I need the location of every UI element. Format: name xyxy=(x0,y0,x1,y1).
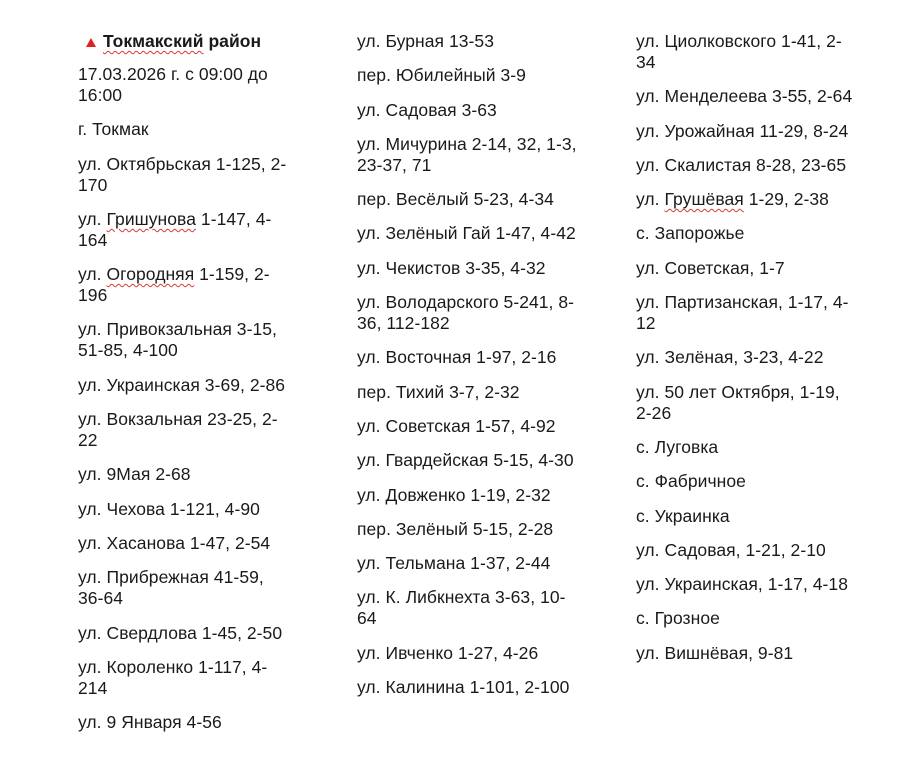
address-line: ул. Гвардейская 5-15, 4-30 xyxy=(357,450,574,471)
address-line: ул. Вокзальная 23-25, 2-22 xyxy=(78,409,278,451)
address-line: с. Фабричное xyxy=(636,471,746,492)
address-line: ул. Зелёная, 3-23, 4-22 xyxy=(636,347,824,368)
spellcheck-flagged-word: Грушёвая xyxy=(664,189,744,210)
address-line: ул. Партизанская, 1-17, 4-12 xyxy=(636,292,849,334)
address-prefix: ул. xyxy=(636,189,665,210)
address-line: ул. Хасанова 1-47, 2-54 xyxy=(78,532,271,553)
address-line: ул. Украинская 3-69, 2-86 xyxy=(78,374,286,395)
district-suffix: район xyxy=(203,31,262,51)
address-line: ул. Свердлова 1-45, 2-50 xyxy=(78,622,283,643)
address-prefix: ул. xyxy=(78,208,107,229)
address-column-1 xyxy=(78,31,308,746)
spellcheck-flagged-word: Огородняя xyxy=(106,264,195,285)
address-line: ул. Советская, 1-7 xyxy=(636,257,785,278)
address-line: пер. Тихий 3-7, 2-32 xyxy=(357,381,520,402)
address-numbers: 1-147, 4-164 xyxy=(78,208,272,250)
address-line: пер. Весёлый 5-23, 4-34 xyxy=(357,189,554,210)
address-line: ул. Скалистая 8-28, 23-65 xyxy=(636,154,847,175)
address-line: с. Луговка xyxy=(636,436,719,457)
address-line: ул. Циолковского 1-41, 2-34 xyxy=(636,31,842,72)
address-line: ул. Советская 1-57, 4-92 xyxy=(357,415,556,436)
address-numbers: 1-29, 2-38 xyxy=(743,189,829,210)
address-line: ул. Мичурина 2-14, 32, 1-3, 23-37, 71 xyxy=(357,133,577,175)
red-triangle-icon xyxy=(86,38,96,47)
address-line: ул. Тельмана 1-37, 2-44 xyxy=(357,553,551,574)
address-list-1 xyxy=(78,119,308,733)
address-line: ул. Вишнёвая, 9-81 xyxy=(636,642,794,663)
address-line: ул. Садовая, 1-21, 2-10 xyxy=(636,539,826,560)
address-line: с. Грозное xyxy=(636,608,720,629)
address-line: ул. Украинская, 1-17, 4-18 xyxy=(636,574,848,595)
address-line: ул. Октябрьская 1-125, 2-170 xyxy=(78,153,287,195)
spellcheck-flagged-word: Гришунова xyxy=(106,208,196,229)
address-line: пер. Юбилейный 3-9 xyxy=(357,65,526,86)
address-line: ул. Менделеева 3-55, 2-64 xyxy=(636,86,853,107)
address-line: ул. Привокзальная 3-15, 51-85, 4-100 xyxy=(78,319,277,361)
address-line: ул. Урожайная 11-29, 8-24 xyxy=(636,120,849,141)
address-line: ул. Чехова 1-121, 4-90 xyxy=(78,498,260,519)
address-line: ул. Калинина 1-101, 2-100 xyxy=(357,677,570,698)
address-list-2 xyxy=(357,31,587,698)
address-line: ул. Чекистов 3-35, 4-32 xyxy=(357,257,546,278)
address-column-3 xyxy=(636,31,866,677)
address-line xyxy=(78,264,293,306)
address-list-3 xyxy=(636,31,866,664)
address-line: ул. 50 лет Октября, 1-19, 2-26 xyxy=(636,381,840,423)
address-prefix: ул. xyxy=(78,264,107,285)
address-line: ул. Бурная 13-53 xyxy=(357,31,494,51)
address-line: ул. Прибрежная 41-59, 36-64 xyxy=(78,567,264,609)
address-line: ул. Довженко 1-19, 2-32 xyxy=(357,484,551,505)
address-line: с. Запорожье xyxy=(636,223,745,244)
address-line: г. Токмак xyxy=(78,119,149,140)
district-heading xyxy=(81,31,318,52)
outage-date-time: 17.03.2026 г. с 09:00 до 16:00 xyxy=(78,64,268,105)
address-line xyxy=(78,209,293,251)
address-line: ул. Зелёный Гай 1-47, 4-42 xyxy=(357,223,576,244)
address-column-2 xyxy=(357,31,587,711)
address-line: ул. Ивченко 1-27, 4-26 xyxy=(357,642,539,663)
address-numbers: 1-159, 2-196 xyxy=(78,264,270,306)
address-line: с. Украинка xyxy=(636,505,730,526)
district-name: Токмакский xyxy=(103,31,204,51)
address-line: ул. Короленко 1-117, 4-214 xyxy=(78,656,268,698)
address-line: ул. 9 Января 4-56 xyxy=(78,712,222,733)
address-line: ул. К. Либкнехта 3-63, 10-64 xyxy=(357,587,566,629)
address-line: ул. Володарского 5-241, 8-36, 112-182 xyxy=(357,292,575,334)
address-line xyxy=(636,189,858,210)
address-line: пер. Зелёный 5-15, 2-28 xyxy=(357,518,554,539)
address-line: ул. Садовая 3-63 xyxy=(357,99,497,120)
address-line: ул. Восточная 1-97, 2-16 xyxy=(357,347,557,368)
address-line: ул. 9Мая 2-68 xyxy=(78,464,191,485)
